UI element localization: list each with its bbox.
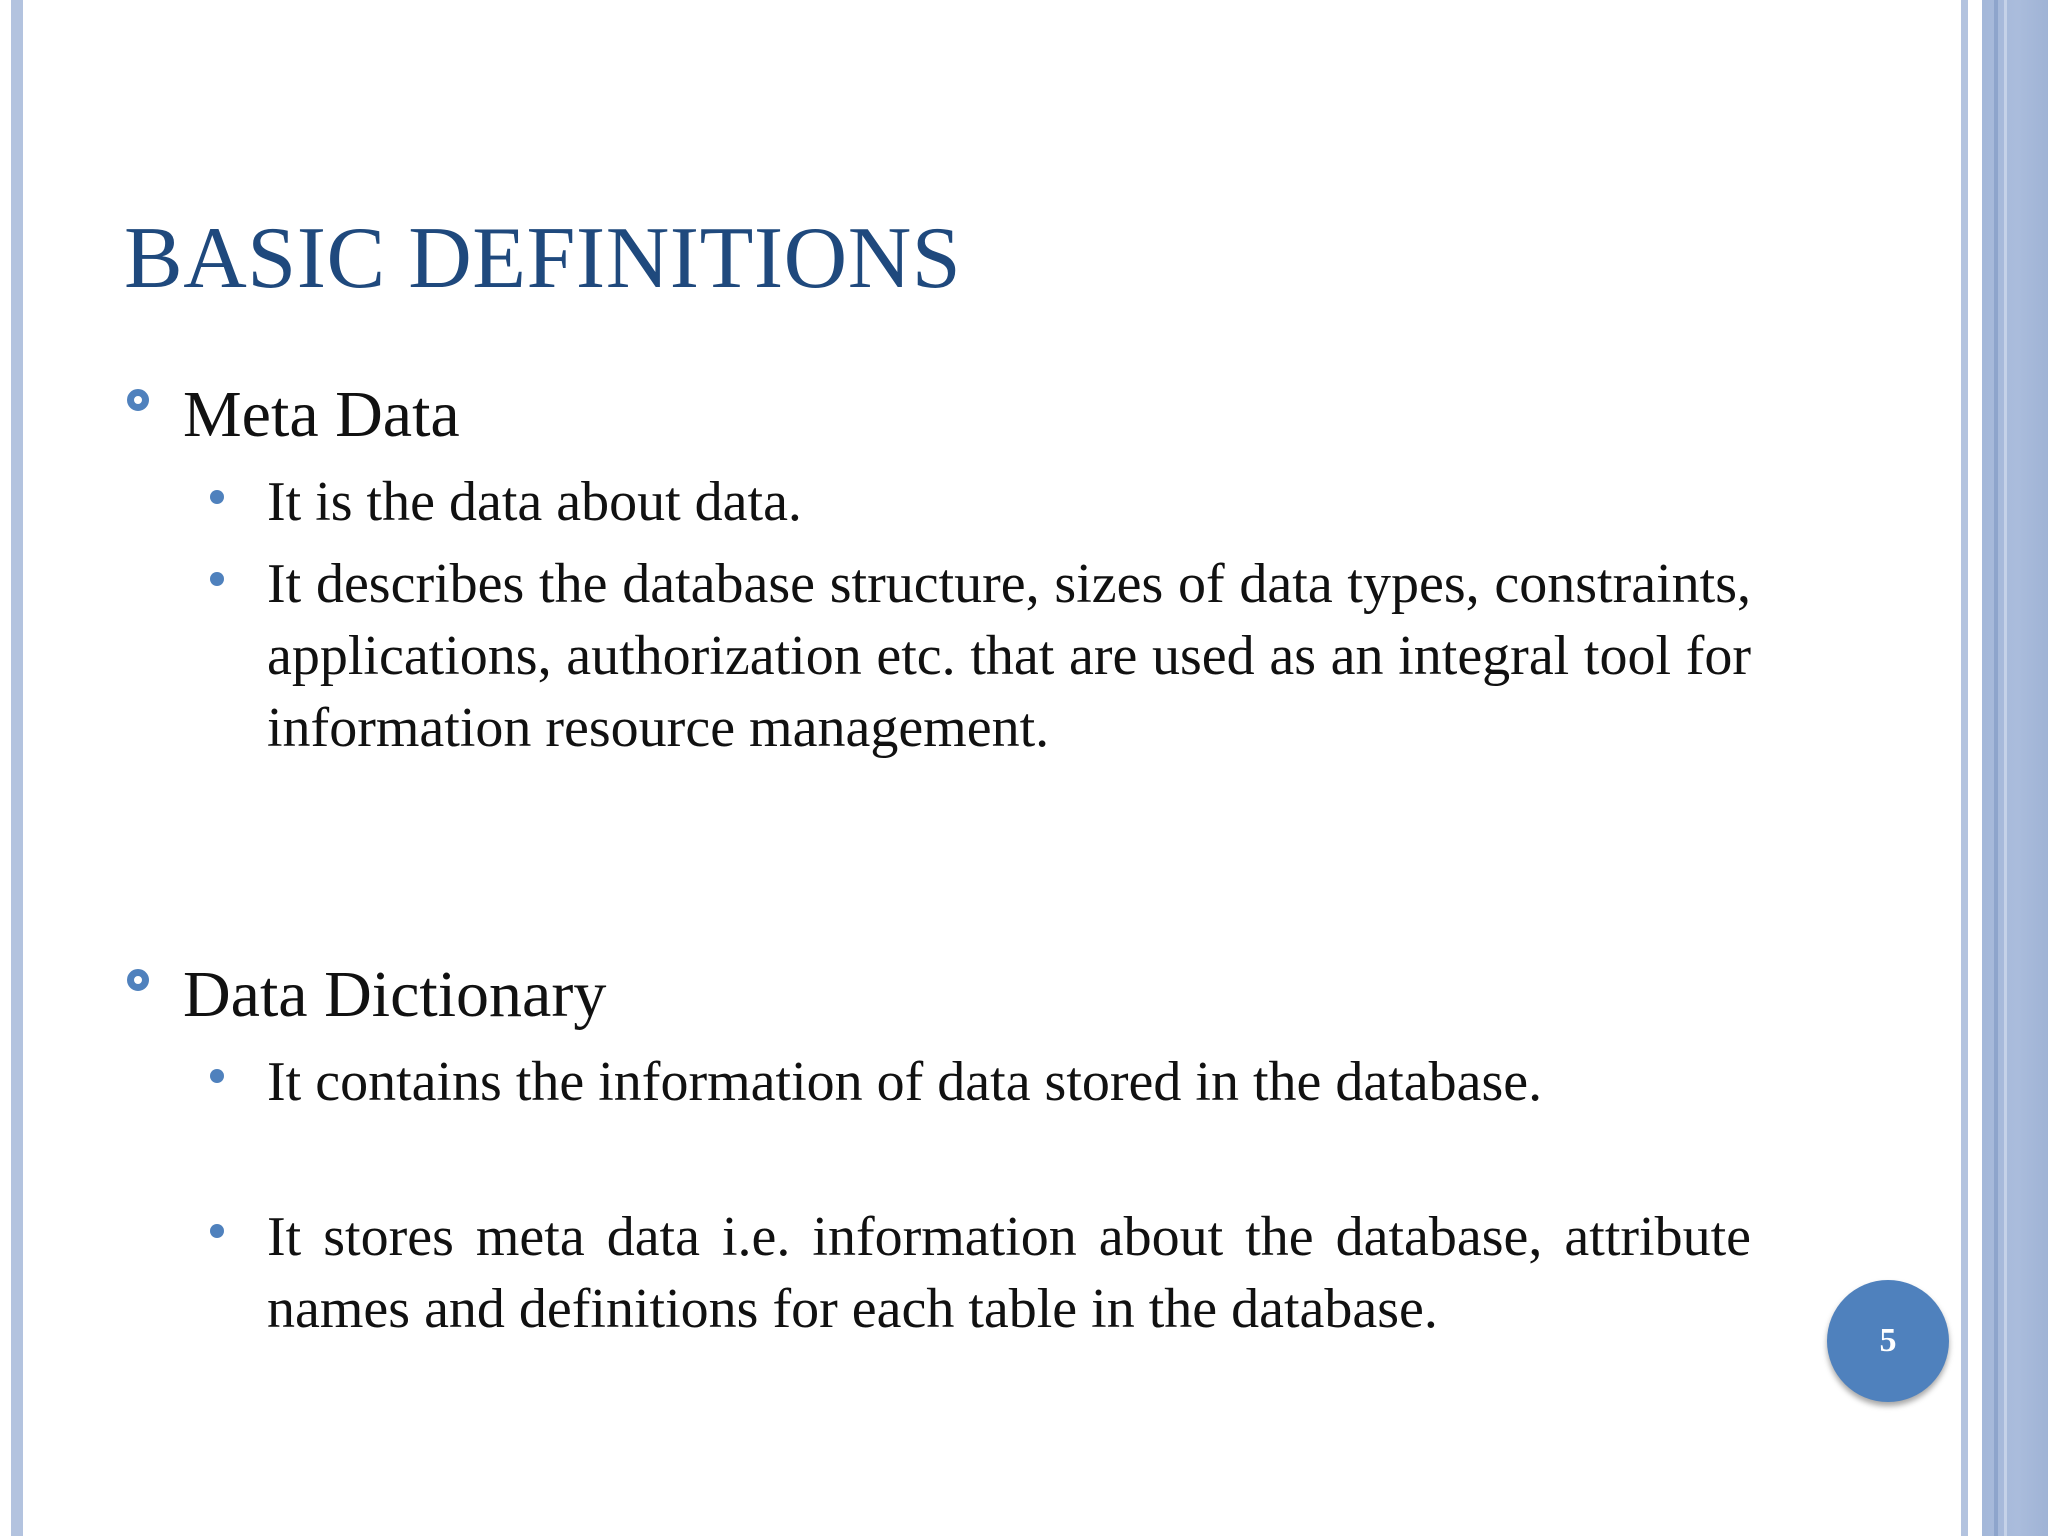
right-border-line xyxy=(1994,0,1998,1536)
point-meta-data-1: It is the data about data. xyxy=(267,471,802,533)
dot-bullet-icon xyxy=(210,572,224,586)
right-border-gap xyxy=(1968,0,1982,1536)
ring-bullet-icon xyxy=(127,389,149,411)
dot-bullet-icon xyxy=(210,1069,224,1083)
ring-bullet-icon xyxy=(127,969,149,991)
point-meta-data-2: It describes the database structure, sizes of data types, constraints, applications, authorization etc. that are used as an integral tool for information resource management. xyxy=(267,553,1751,759)
section-heading-data-dictionary: Data Dictionary xyxy=(183,958,607,1031)
point-data-dictionary-1: It contains the information of data stored in the database. xyxy=(267,1051,1543,1113)
dot-bullet-icon xyxy=(210,490,224,504)
slide-title: BASIC DEFINITIONS xyxy=(124,210,962,307)
page-number-badge: 5 xyxy=(1827,1280,1949,1402)
right-border-thick-stripe xyxy=(1982,0,2048,1536)
right-border-highlight xyxy=(2004,0,2007,1536)
section-heading-meta-data: Meta Data xyxy=(183,378,460,451)
right-border-thin-stripe xyxy=(1961,0,1968,1536)
point-data-dictionary-2: It stores meta data i.e. information about the database, attribute names and definitions for each table in the database. xyxy=(267,1206,1751,1340)
left-border-stripe xyxy=(11,0,23,1536)
dot-bullet-icon xyxy=(210,1224,224,1238)
